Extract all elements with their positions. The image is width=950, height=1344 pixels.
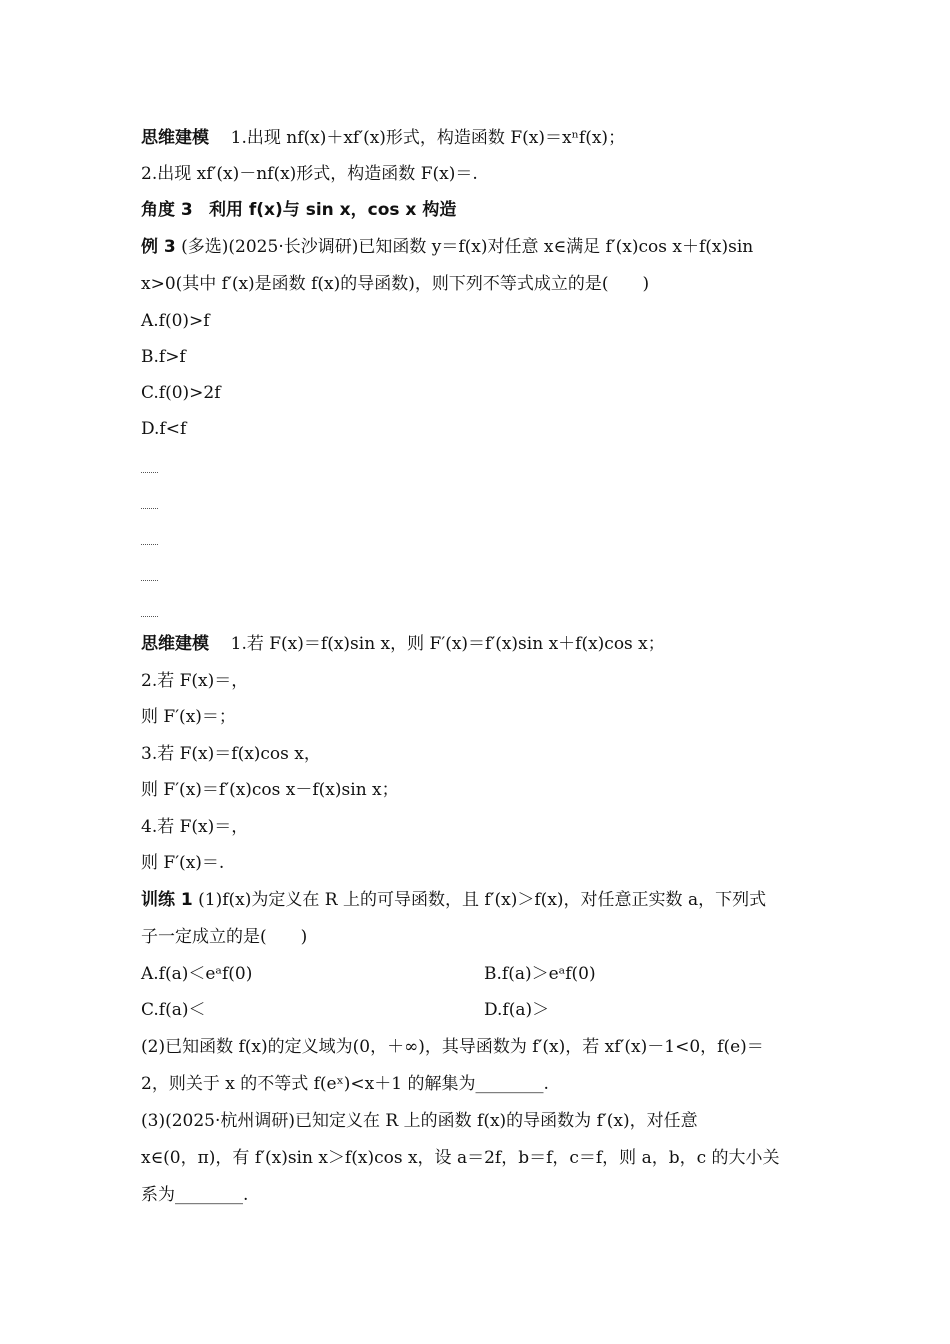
example3-option-a: A.f(0)>f <box>141 311 210 331</box>
example3-option-c: C.f(0)>2f <box>141 383 221 403</box>
example3-option-b: B.f>f <box>141 347 186 367</box>
model1-line2: 2.出现 xf′(x)－nf(x)形式，构造函数 F(x)＝. <box>141 164 478 184</box>
answer-blank-line <box>141 580 158 581</box>
practice1-line1 <box>141 889 811 911</box>
practice1-q2-line2: 2，则关于 x 的不等式 f(eˣ)<x＋1 的解集为________. <box>141 1074 549 1094</box>
angle3-heading-line <box>141 199 811 221</box>
example3-line2: x>0(其中 f′(x)是函数 f(x)的导函数)，则下列不等式成立的是( ) <box>141 274 650 294</box>
model2-line2: 2.若 F(x)＝， <box>141 671 249 691</box>
model2-line1 <box>141 633 811 655</box>
practice1-options-ab <box>141 963 811 985</box>
practice1-q3-line3: 系为________. <box>141 1185 249 1205</box>
practice1-q3-line1: (3)(2025·杭州调研)已知定义在 R 上的函数 f(x)的导函数为 f′(x)，对任意 <box>141 1111 698 1131</box>
practice1-options-cd <box>141 999 811 1021</box>
answer-blank-line <box>141 472 158 473</box>
model1-heading: 思维建模 <box>141 128 209 148</box>
model2-line6: 4.若 F(x)＝， <box>141 817 249 837</box>
practice1-line2: 子一定成立的是( ) <box>141 927 308 947</box>
example3-option-d: D.f<f <box>141 419 187 439</box>
model2-text1: 1.若 F(x)＝f(x)sin x，则 F′(x)＝f′(x)sin x＋f(x)cos x； <box>230 634 665 654</box>
angle3-title: 利用 f(x)与 sin x，cos x 构造 <box>208 200 457 220</box>
model2-line5: 则 F′(x)＝f′(x)cos x－f(x)sin x； <box>141 780 399 800</box>
practice1-option-a: A.f(a)＜eᵃf(0) <box>141 964 253 984</box>
model2-heading: 思维建模 <box>141 634 209 654</box>
model2-line7: 则 F′(x)＝. <box>141 853 225 873</box>
example3-line1 <box>141 236 811 258</box>
practice1-text1: (1)f(x)为定义在 R 上的可导函数，且 f′(x)＞f(x)，对任意正实数 a，下列式 <box>198 890 767 910</box>
practice1-option-c: C.f(a)＜ <box>141 1000 206 1020</box>
example3-text1: (多选)(2025·长沙调研)已知函数 y＝f(x)对任意 x∈满足 f′(x)cos x＋f(x)sin <box>181 237 754 257</box>
practice1-q3-line2: x∈(0，π)，有 f′(x)sin x＞f(x)cos x，设 a＝2f，b＝f，c＝f，则 a，b，c 的大小关 <box>141 1148 780 1168</box>
angle3-label: 角度 3 <box>141 200 193 220</box>
answer-blank-line <box>141 508 158 509</box>
practice1-option-b: B.f(a)＞eᵃf(0) <box>484 964 596 984</box>
answer-blank-line <box>141 616 158 617</box>
model1-line1 <box>141 127 811 149</box>
practice1-q2-line1: (2)已知函数 f(x)的定义域为(0，＋∞)，其导函数为 f′(x)，若 xf′(x)－1<0，f(e)＝ <box>141 1037 764 1057</box>
model2-line4: 3.若 F(x)＝f(x)cos x， <box>141 744 321 764</box>
practice1-option-d: D.f(a)＞ <box>484 1000 550 1020</box>
practice1-label: 训练 1 <box>141 890 193 910</box>
model2-line3: 则 F′(x)＝； <box>141 707 236 727</box>
answer-blank-line <box>141 544 158 545</box>
example3-label: 例 3 <box>141 237 176 257</box>
model1-text1: 1.出现 nf(x)＋xf′(x)形式，构造函数 F(x)＝xⁿf(x)； <box>230 128 626 148</box>
